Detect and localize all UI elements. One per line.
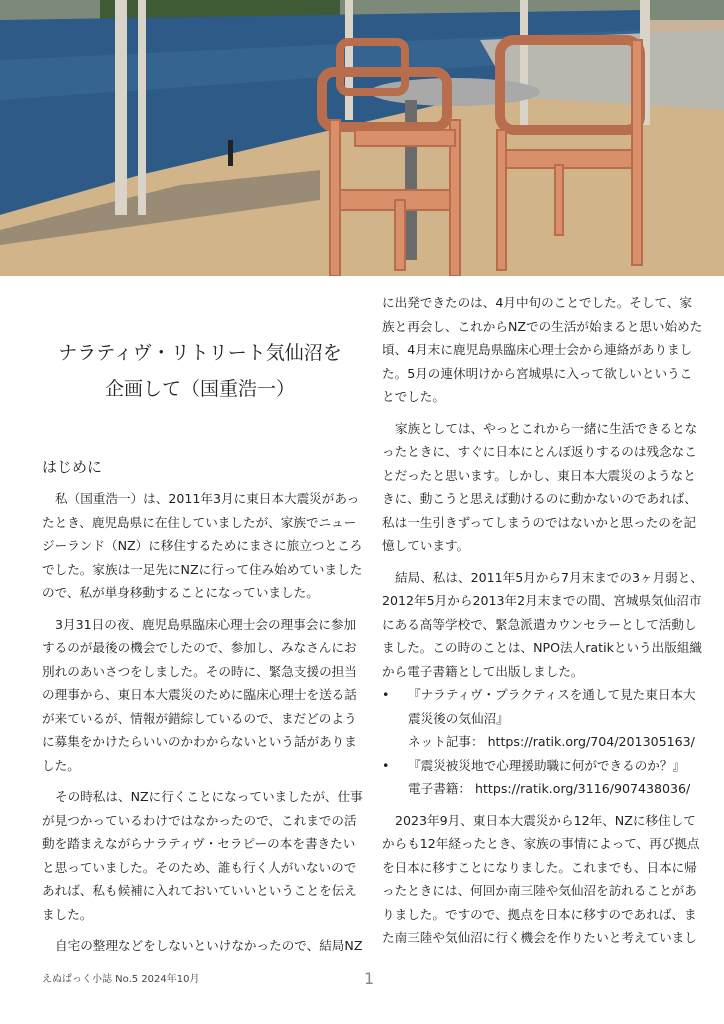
text-line: ったときには、何回か南三陸や気仙沼を訪れることがあ (382, 883, 697, 898)
text-line: 3月31日の夜、鹿児島県臨床心理士会の理事会に参加 (55, 616, 357, 632)
reference-link-row (382, 730, 712, 754)
page-number: 1 (364, 969, 375, 988)
reference-list (382, 683, 712, 801)
text-line: と思っていました。そのため、誰も行く人がいないので (42, 859, 357, 875)
text-line: の理事から、東日本大震災のために臨床心理士を送る話 (42, 687, 357, 702)
article-title-line-1: ナラティヴ・リトリート気仙沼を (58, 342, 342, 364)
text-line: 家族としては、やっとこれから一緒に生活できるとな (395, 420, 698, 436)
text-line: とでした。 (382, 389, 445, 404)
text-line: 憶しています。 (382, 538, 470, 553)
text-line: た。5月の連休明けから宮城県に入って欲しいというこ (382, 365, 693, 381)
footer-publication: えぬぱっく小誌 No.5 2024年10月 (42, 974, 200, 985)
header-photo-chairs-on-deck (0, 0, 724, 276)
reference-link[interactable]: https://ratik.org/3116/907438036/ (474, 781, 691, 796)
text-line: ジーランド（NZ）に移住するためにまさに旅立つところ (42, 538, 363, 553)
reference-link-label: ネット記事： (408, 734, 484, 749)
text-line: あれば、私も候補に入れておいていいということを伝え (42, 883, 357, 898)
text-line: 2012年5月から2013年2月末までの間、宮城県気仙沼市 (382, 593, 702, 608)
section-heading: はじめに (42, 458, 103, 476)
text-line: ので、私が単身移動することになっていました。 (42, 585, 319, 600)
text-line: 私は一生引きずってしまうのではないかと思ったのを記 (382, 514, 697, 530)
text-line: たとき、鹿児島県に在住していましたが、家族でニュー (42, 514, 357, 530)
text-line: その時私は、NZに行くことになっていましたが、仕事 (55, 789, 363, 804)
right-column-body (382, 291, 712, 950)
text-line: た南三陸や気仙沼に行く機会を作りたいと考えていまし (382, 930, 697, 945)
reference-title: 『ナラティヴ・プラクティスを通して見た東日本大 (408, 687, 696, 702)
text-line: 結局、私は、2011年5月から7月末までの3ヶ月弱と、 (395, 569, 703, 585)
text-line: 私（国重浩一）は、2011年3月に東日本大震災があっ (55, 491, 360, 506)
text-line: 2023年9月、東日本大震災から12年、NZに移住して (395, 812, 696, 828)
text-line: 族と再会し、これからNZでの生活が始まると思い始めた (382, 318, 703, 334)
reference-title-cont: 震災後の気仙沼』 (408, 710, 509, 726)
article-title-line-2: 企画して（国重浩一） (104, 378, 295, 400)
text-line: ました。 (42, 906, 93, 922)
text-line: にある高等学校で、緊急派遣カウンセラーとして活動し (382, 616, 697, 632)
text-line: ました。この時のことは、NPO法人ratikという出版組織 (382, 640, 703, 655)
text-line: りました。ですので、拠点を日本に移すのであれば、ま (382, 906, 697, 922)
text-line: するのが最後の機会でしたので、参加し、みなさんにお (42, 640, 357, 655)
reference-link-row (382, 777, 712, 801)
text-line: とだったと思います。しかし、東日本大震災のようなと (382, 467, 696, 483)
text-line: ったときに、すぐに日本にとんぼ返りするのは残念なこ (382, 444, 697, 459)
text-line: きに、動こうと思えば動けるのに動かないのであれば、 (382, 491, 697, 506)
left-column-body (42, 487, 372, 958)
text-line: を日本に移すことになりました。これまでも、日本に帰 (382, 859, 697, 875)
text-line: が見つかっているわけではなかったので、これまでの活 (42, 812, 357, 828)
text-line: 動を踏まえながらナラティヴ・セラピーの本を書きたい (42, 836, 356, 851)
text-line: が来ているが、情報が錯綜しているので、まだどのよう (42, 710, 357, 726)
reference-link[interactable]: https://ratik.org/704/201305163/ (487, 734, 695, 749)
text-line: 頃、4月末に鹿児島県臨床心理士会から連絡がありまし (382, 342, 693, 357)
text-line: に募集をかけたらいいのかわからないという話がありま (42, 734, 357, 749)
text-line: した。 (42, 757, 80, 773)
reference-title: 『震災被災地で心理援助職に何ができるのか？』 (408, 757, 686, 773)
reference-link-label: 電子書籍： (408, 781, 471, 796)
text-line: からも12年経ったとき、家族の事情によって、再び拠点 (382, 836, 700, 851)
text-line: 別れのあいさつをしました。その時に、緊急支援の担当 (42, 663, 357, 679)
text-line: でした。家族は一足先にNZに行って住み始めていました (42, 561, 363, 577)
reference-item: • 『ナラティヴ・プラクティスを通して見た東日本大 (382, 687, 696, 702)
reference-item: • 『震災被災地で心理援助職に何ができるのか？』 (382, 757, 686, 773)
text-line: から電子書籍として出版しました。 (382, 663, 584, 679)
text-line: に出発できたのは、4月中旬のことでした。そして、家 (382, 295, 693, 310)
text-line: 自宅の整理などをしないといけなかったので、結局NZ (55, 938, 363, 953)
